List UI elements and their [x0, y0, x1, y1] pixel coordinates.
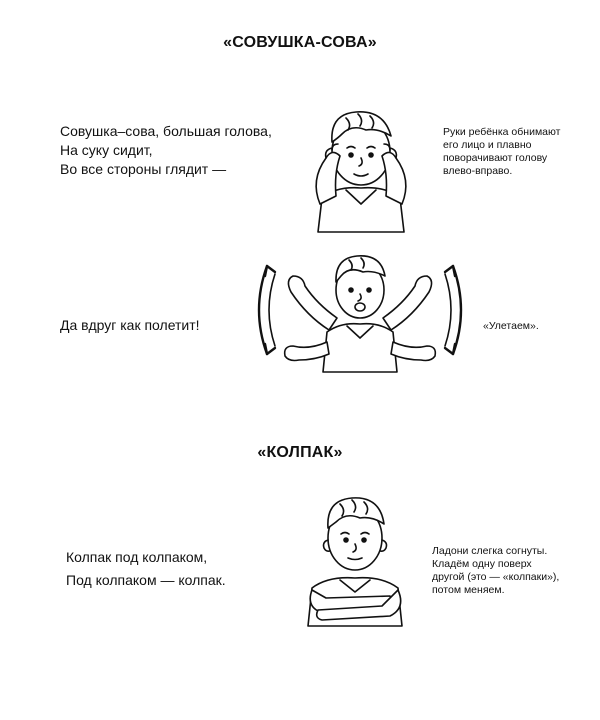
section-title-kolpak: «КОЛПАК»: [257, 444, 343, 461]
instruction-line: Кладём одну поверх: [432, 558, 532, 570]
instruction-sovushka-2: [483, 320, 539, 333]
verse-line: Колпак под колпаком,: [66, 549, 208, 565]
instruction-line: потом меняем.: [432, 584, 505, 596]
instruction-line: его лицо и плавно: [443, 139, 532, 151]
instruction-line: поворачивают голову: [443, 152, 548, 164]
boy-crossed-palms-illustration: [290, 488, 420, 628]
verse-line: На суку сидит,: [60, 142, 153, 158]
verse-line: Под колпаком — колпак.: [66, 572, 226, 588]
verse-line: Да вдруг как полетит!: [60, 317, 200, 333]
verse-sovushka-2: [60, 316, 200, 335]
instruction-sovushka-1: [443, 126, 560, 178]
boy-hugging-face-illustration: [296, 100, 426, 235]
instruction-line: другой (это — «колпаки»),: [432, 571, 560, 583]
verse-kolpak: [66, 546, 226, 592]
instruction-line: Ладони слегка согнуты.: [432, 545, 548, 557]
instruction-line: Руки ребёнка обнимают: [443, 126, 561, 138]
boy-flapping-arms-illustration: [245, 246, 475, 374]
section-title-sovushka: «СОВУШКА-СОВА»: [223, 34, 377, 51]
instruction-kolpak: [432, 545, 559, 597]
verse-line: Во все стороны глядит —: [60, 161, 227, 177]
instruction-line: «Улетаем».: [483, 320, 539, 332]
verse-line: Совушка–сова, большая голова,: [60, 123, 272, 139]
instruction-line: влево-вправо.: [443, 165, 513, 177]
verse-sovushka-1: [60, 122, 272, 179]
